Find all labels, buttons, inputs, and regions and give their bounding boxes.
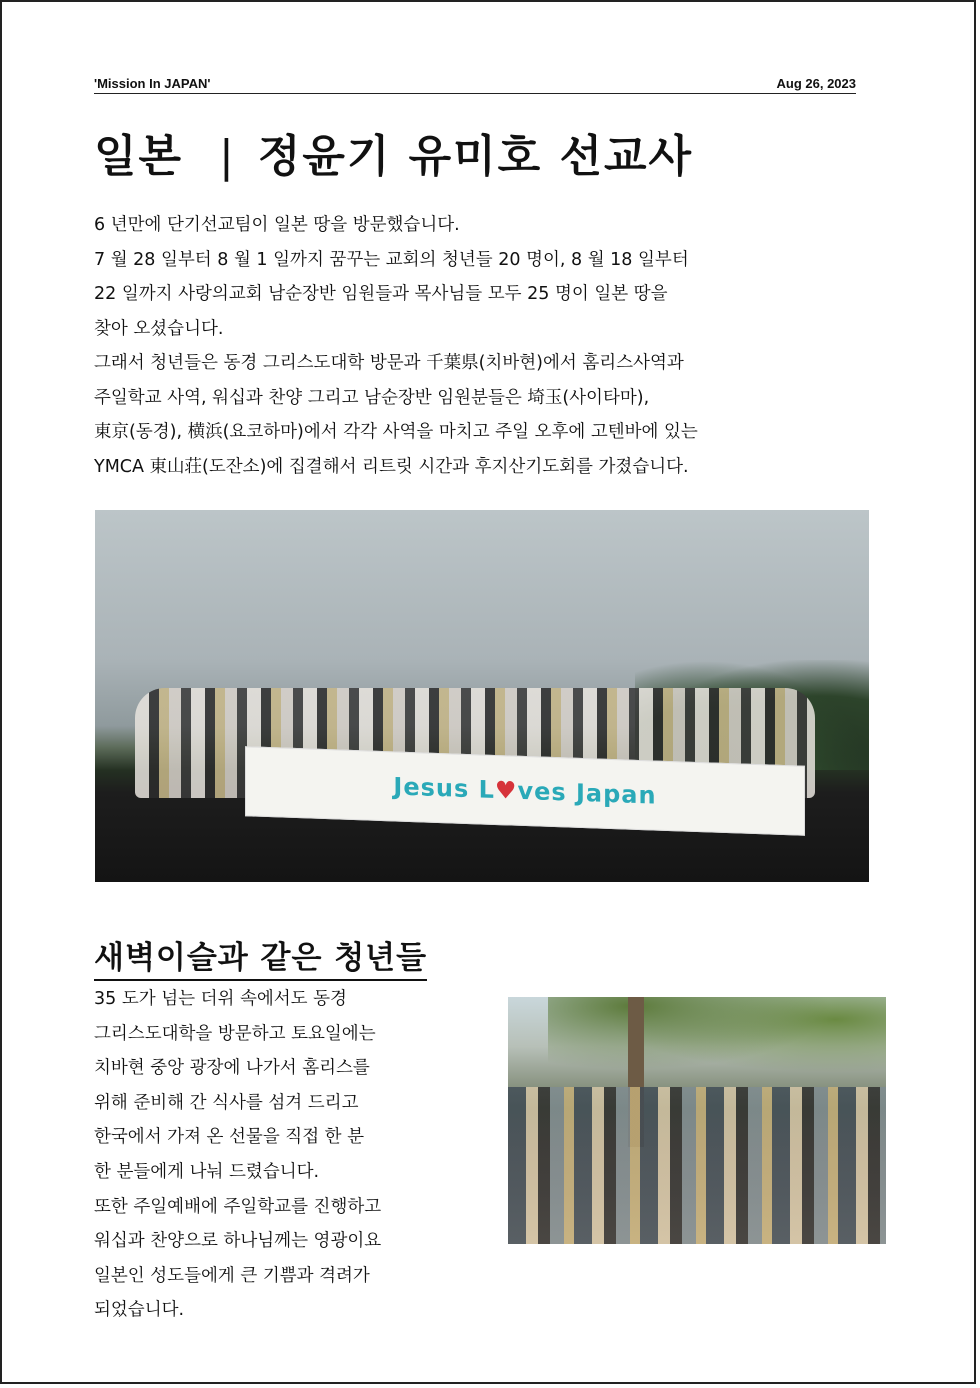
banner-text-part: Jesus L xyxy=(393,772,495,804)
banner-text-part: ves Japan xyxy=(517,776,657,810)
section-paragraph xyxy=(94,982,474,1328)
intro-line: 22 일까지 사랑의교회 남순장반 임원들과 목사님들 모두 25 명이 일본 땅을 xyxy=(94,284,668,304)
section-line: 그리스도대학을 방문하고 토요일에는 xyxy=(94,1023,376,1044)
title-missionaries: 정윤기 유미호 선교사 xyxy=(257,131,694,182)
section-line: 또한 주일예배에 주일학교를 진행하고 xyxy=(94,1196,382,1217)
intro-line: 그래서 청년들은 동경 그리스도대학 방문과 千葉県(치바현)에서 홈리스사역과 xyxy=(94,353,684,373)
banner-text xyxy=(393,772,656,809)
title-country: 일본 xyxy=(94,131,184,182)
photo-people xyxy=(508,1087,886,1244)
page-header xyxy=(94,76,856,94)
intro-line: 주일학교 사역, 워십과 찬양 그리고 남순장반 임원분들은 埼玉(사이타마), xyxy=(94,387,650,408)
heart-icon: ♥ xyxy=(494,775,518,805)
section-line: 워십과 찬양으로 하나님께는 영광이요 xyxy=(94,1231,382,1252)
section-line: 치바현 중앙 광장에 나가서 홈리스를 xyxy=(94,1058,370,1079)
section-line: 35 도가 넘는 더위 속에서도 동경 xyxy=(94,989,347,1009)
title-separator: | xyxy=(219,131,236,182)
newsletter-name: 'Mission In JAPAN' xyxy=(94,76,211,91)
group-photo-mount-fuji xyxy=(95,510,869,882)
section-subtitle: 새벽이슬과 같은 청년들 xyxy=(94,932,427,981)
section-line: 한 분들에게 나눠 드렸습니다. xyxy=(94,1161,320,1182)
intro-paragraph xyxy=(94,208,894,484)
page-title xyxy=(94,120,693,184)
intro-line: 東京(동경), 横浜(요코하마)에서 각각 사역을 마치고 주일 오후에 고텐바에 있는 xyxy=(94,422,698,442)
intro-line: 6 년만에 단기선교팀이 일본 땅을 방문했습니다. xyxy=(94,215,460,235)
street-meal-photo xyxy=(508,997,886,1244)
intro-line: 7 월 28 일부터 8 월 1 일까지 꿈꾸는 교회의 청년들 20 명이, 8 월 18 일부터 xyxy=(94,249,689,270)
section-line: 되었습니다. xyxy=(94,1300,185,1321)
intro-line: YMCA 東山荘(도잔소)에 집결해서 리트릿 시간과 후지산기도회를 가졌습니다. xyxy=(94,456,689,477)
section-line: 일본인 성도들에게 큰 기쁨과 격려가 xyxy=(94,1265,370,1286)
section-line: 한국에서 가져 온 선물을 직접 한 분 xyxy=(94,1127,365,1148)
issue-date: Aug 26, 2023 xyxy=(776,76,856,91)
intro-line: 찾아 오셨습니다. xyxy=(94,318,224,339)
section-line: 위해 준비해 간 식사를 섬겨 드리고 xyxy=(94,1092,359,1113)
photo-leaves xyxy=(548,997,886,1087)
